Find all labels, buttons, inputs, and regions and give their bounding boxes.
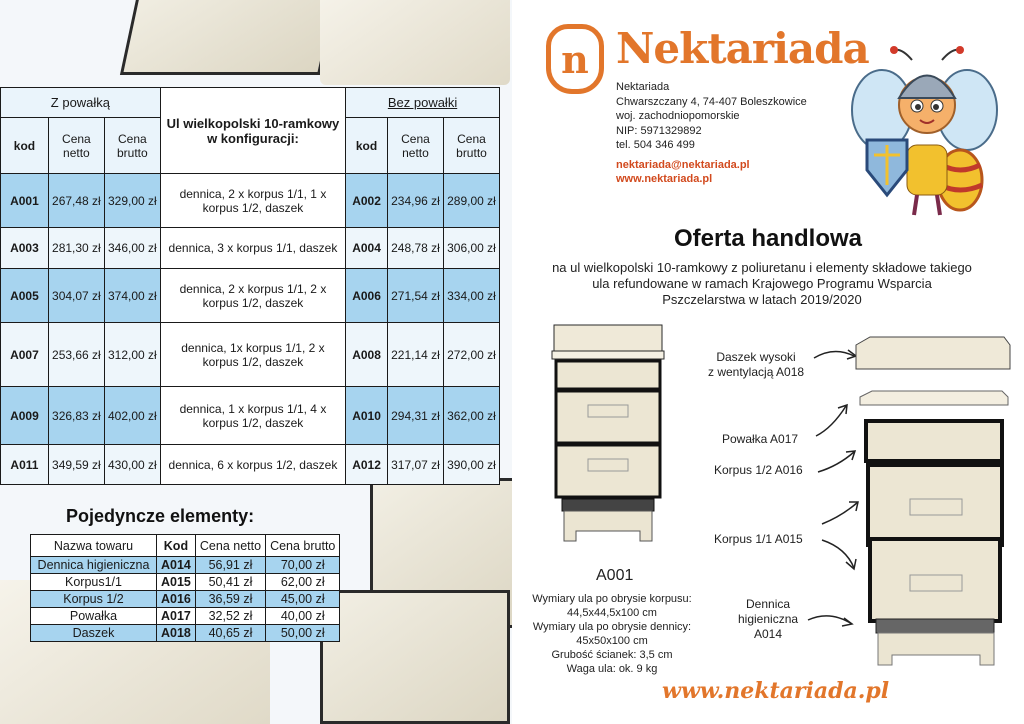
price-brutto: 289,00 zł: [443, 174, 499, 228]
price-netto: 248,78 zł: [388, 228, 444, 269]
price-netto: 32,52 zł: [195, 608, 265, 625]
price-brutto: 390,00 zł: [443, 445, 499, 485]
arrow-icon: [806, 610, 856, 630]
col-brutto: Cena brutto: [104, 118, 160, 174]
email-link[interactable]: nektariada@nektariada.pl: [616, 158, 750, 171]
price-brutto: 45,00 zł: [266, 591, 340, 608]
table-row: [1, 387, 500, 445]
address-line: tel. 504 346 499: [616, 139, 695, 151]
product-name: Korpus 1/2: [31, 591, 157, 608]
footer-website-link[interactable]: www.nektariada.pl: [662, 678, 890, 704]
hive-dimensions: [522, 592, 702, 676]
col-netto: Cena netto: [388, 118, 444, 174]
price-brutto: 346,00 zł: [104, 228, 160, 269]
price-brutto: 62,00 zł: [266, 574, 340, 591]
logo-icon: [546, 24, 604, 94]
price-netto: 326,83 zł: [48, 387, 104, 445]
price-netto: 50,41 zł: [195, 574, 265, 591]
code-cell: A003: [1, 228, 49, 269]
configuration-cell: dennica, 1x korpus 1/1, 2 x korpus 1/2, daszek: [160, 323, 345, 387]
price-netto: 253,66 zł: [48, 323, 104, 387]
table-row: [1, 445, 500, 485]
configuration-cell: dennica, 3 x korpus 1/1, daszek: [160, 228, 345, 269]
group-with-inner-cover: Z powałką: [1, 88, 161, 118]
code-cell: A001: [1, 174, 49, 228]
table-row: [31, 557, 340, 574]
code-cell: A008: [346, 323, 388, 387]
code-cell: A006: [346, 269, 388, 323]
lid-photo-top: [320, 0, 510, 85]
label-line: A014: [754, 627, 783, 641]
product-code: A015: [157, 574, 196, 591]
configuration-header: Ul wielkopolski 10-ramkowy w konfiguracji:: [160, 88, 345, 174]
table-row: [1, 323, 500, 387]
table-row: [31, 625, 340, 642]
address-block: [616, 80, 807, 187]
code-cell: A011: [1, 445, 49, 485]
label-line: z wentylacją A018: [708, 365, 805, 379]
dimension-line: Waga ula: ok. 9 kg: [566, 663, 658, 675]
price-brutto: 312,00 zł: [104, 323, 160, 387]
price-netto: 271,54 zł: [388, 269, 444, 323]
right-page: [512, 0, 1024, 724]
table-row: [31, 591, 340, 608]
table-row: [31, 608, 340, 625]
arrow-icon: [812, 400, 852, 440]
label-daszek: [708, 350, 804, 380]
price-brutto: 70,00 zł: [266, 557, 340, 574]
price-brutto: 329,00 zł: [104, 174, 160, 228]
col-netto: Cena netto: [48, 118, 104, 174]
price-netto: 349,59 zł: [48, 445, 104, 485]
code-cell: A004: [346, 228, 388, 269]
product-name: Korpus1/1: [31, 574, 157, 591]
product-code: A017: [157, 608, 196, 625]
label-line: Daszek wysoki: [716, 350, 796, 364]
single-elements-title: Pojedyncze elementy:: [66, 506, 255, 526]
group-without-inner-cover: Bez powałki: [346, 88, 500, 118]
address-line: woj. zachodniopomorskie: [616, 110, 740, 122]
price-table: [0, 87, 500, 485]
table-row: [1, 269, 500, 323]
hive-model: A001: [596, 567, 634, 584]
price-brutto: 362,00 zł: [443, 387, 499, 445]
hive-photo-bottom-right: [320, 590, 510, 724]
product-code: A018: [157, 625, 196, 642]
single-elements-table: [30, 534, 340, 642]
price-brutto: 334,00 zł: [443, 269, 499, 323]
price-brutto: 430,00 zł: [104, 445, 160, 485]
col-code: Kod: [157, 535, 196, 557]
exploded-hive-image: [852, 335, 1012, 685]
price-brutto: 40,00 zł: [266, 608, 340, 625]
configuration-cell: dennica, 2 x korpus 1/1, 1 x korpus 1/2, daszek: [160, 174, 345, 228]
address-line: Nektariada: [616, 81, 670, 93]
hive-a001-image: [548, 323, 668, 553]
hive-photo-top: [120, 0, 340, 75]
price-netto: 221,14 zł: [388, 323, 444, 387]
label-line: Dennica: [746, 597, 791, 611]
offer-subtitle: na ul wielkopolski 10-ramkowy z poliuretanu i elementy składowe takiego ula refundowane w ramach Krajowego Programu Wsparcia Pszczelarstwa w latach 2019/2020: [552, 260, 972, 307]
code-cell: A010: [346, 387, 388, 445]
label-korpus-full: Korpus 1/1 A015: [714, 532, 803, 546]
code-cell: A005: [1, 269, 49, 323]
dimension-line: Wymiary ula po obrysie dennicy:: [532, 621, 692, 633]
configuration-cell: dennica, 2 x korpus 1/1, 2 x korpus 1/2, daszek: [160, 269, 345, 323]
offer-title: Oferta handlowa: [673, 225, 863, 252]
code-cell: A012: [346, 445, 388, 485]
price-brutto: 50,00 zł: [266, 625, 340, 642]
price-netto: 234,96 zł: [388, 174, 444, 228]
address-line: Chwarszczany 4, 74-407 Boleszkowice: [616, 95, 807, 108]
table-row: [1, 228, 500, 269]
product-name: Daszek: [31, 625, 157, 642]
dimension-line: Grubość ścianek: 3,5 cm: [551, 649, 673, 661]
price-brutto: 306,00 zł: [443, 228, 499, 269]
col-kod: kod: [346, 118, 388, 174]
label-dennica: [738, 597, 798, 642]
price-netto: 267,48 zł: [48, 174, 104, 228]
logo-text: Nektariada: [616, 24, 869, 73]
price-netto: 304,07 zł: [48, 269, 104, 323]
col-price-netto: Cena netto: [195, 535, 265, 557]
price-brutto: 374,00 zł: [104, 269, 160, 323]
price-netto: 294,31 zł: [388, 387, 444, 445]
website-link[interactable]: www.nektariada.pl: [616, 173, 713, 185]
code-cell: A002: [346, 174, 388, 228]
configuration-cell: dennica, 1 x korpus 1/1, 4 x korpus 1/2, daszek: [160, 387, 345, 445]
price-netto: 56,91 zł: [195, 557, 265, 574]
code-cell: A007: [1, 323, 49, 387]
dimension-line: 45x50x100 cm: [576, 635, 648, 647]
col-price-brutto: Cena brutto: [266, 535, 340, 557]
dimension-line: Wymiary ula po obrysie korpusu:: [532, 593, 692, 605]
product-code: A014: [157, 557, 196, 574]
price-brutto: 272,00 zł: [443, 323, 499, 387]
dimension-line: 44,5x44,5x100 cm: [567, 607, 657, 619]
price-netto: 281,30 zł: [48, 228, 104, 269]
code-cell: A009: [1, 387, 49, 445]
col-product-name: Nazwa towaru: [31, 535, 157, 557]
bee-mascot-icon: [842, 40, 1002, 220]
price-netto: 36,59 zł: [195, 591, 265, 608]
price-brutto: 402,00 zł: [104, 387, 160, 445]
product-name: Powałka: [31, 608, 157, 625]
table-row: [31, 574, 340, 591]
logo-letter: n: [561, 36, 589, 82]
product-code: A016: [157, 591, 196, 608]
configuration-cell: dennica, 6 x korpus 1/2, daszek: [160, 445, 345, 485]
address-line: NIP: 5971329892: [616, 124, 702, 137]
table-row: [1, 174, 500, 228]
col-kod: kod: [1, 118, 49, 174]
product-name: Dennica higieniczna: [31, 557, 157, 574]
price-netto: 40,65 zł: [195, 625, 265, 642]
label-powalka: Powałka A017: [722, 432, 799, 446]
label-korpus-half: Korpus 1/2 A016: [714, 463, 803, 477]
price-netto: 317,07 zł: [388, 445, 444, 485]
label-line: higieniczna: [738, 612, 799, 626]
col-brutto: Cena brutto: [443, 118, 499, 174]
